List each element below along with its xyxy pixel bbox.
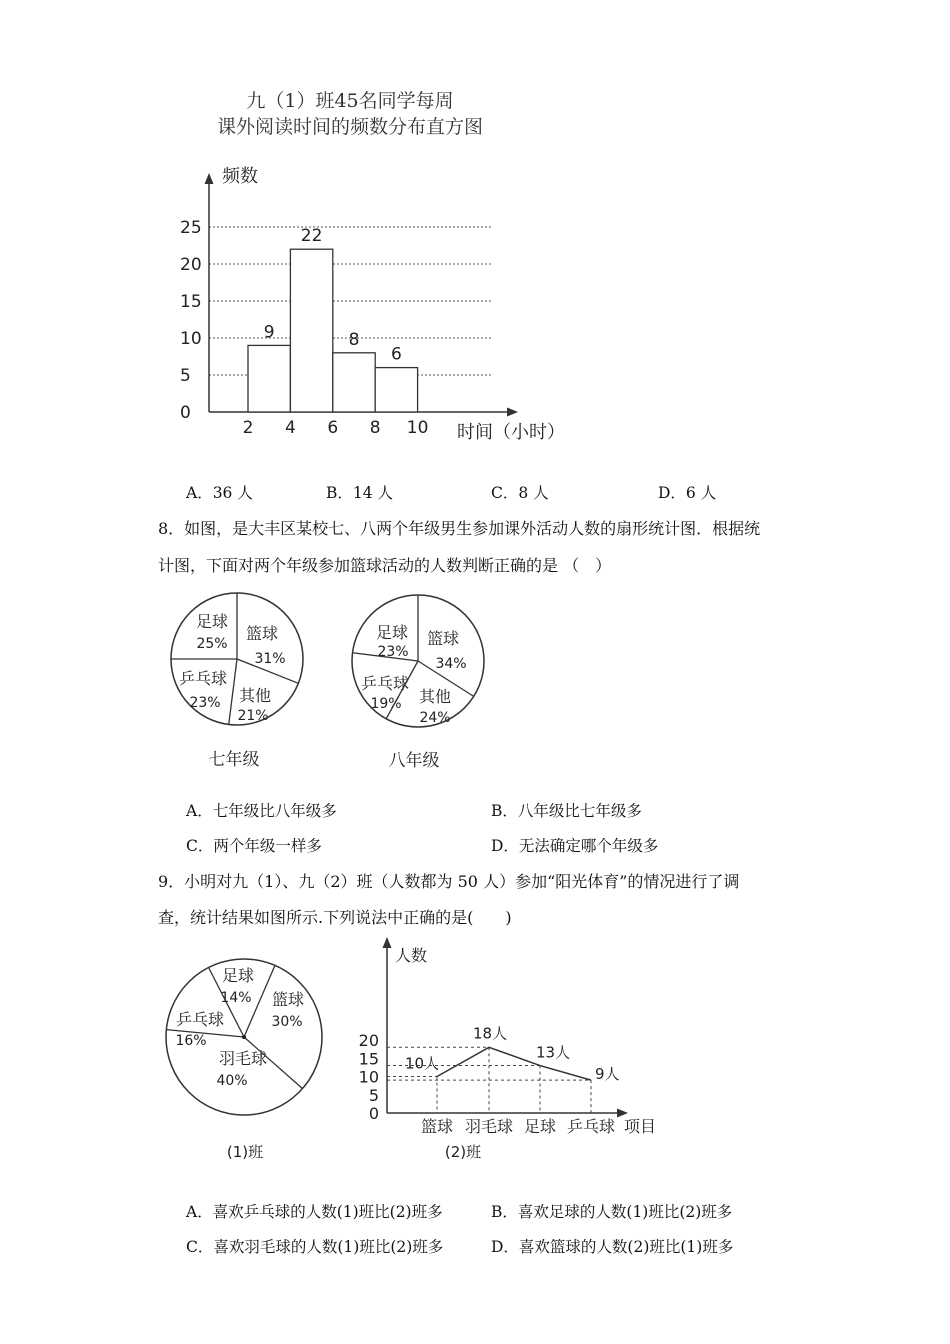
histogram-bar-value-label: 9 bbox=[263, 322, 275, 343]
histogram-x-tick-label: 8 bbox=[369, 418, 381, 438]
pie9-label-badminton: 羽毛球 bbox=[218, 1049, 268, 1068]
histogram-y-tick-label: 5 bbox=[180, 366, 191, 386]
q7-option-c[interactable]: C．8 人 bbox=[491, 484, 549, 502]
q8-option-c[interactable]: C．两个年级一样多 bbox=[186, 837, 322, 855]
q8-text-line2: 计图，下面对两个年级参加篮球活动的人数判断正确的是 （ ） bbox=[158, 556, 612, 575]
histogram-title-line1: 九（1）班45名同学每周 bbox=[246, 90, 454, 112]
q8-option-a[interactable]: A．七年级比八年级多 bbox=[186, 802, 337, 820]
histogram-y-label: 频数 bbox=[222, 166, 258, 187]
pie9-caption: (1)班 bbox=[226, 1143, 264, 1161]
q9-option-b[interactable]: B．喜欢足球的人数(1)班比(2)班多 bbox=[491, 1203, 733, 1221]
pie7-pct-basketball: 31% bbox=[254, 651, 286, 667]
q7-option-b[interactable]: B．14 人 bbox=[326, 484, 394, 502]
histogram-y-arrow-icon bbox=[205, 173, 214, 184]
pie8-label-football: 足球 bbox=[375, 623, 409, 642]
histogram-y-tick-label: 25 bbox=[180, 218, 202, 238]
histogram-bar-value-label: 8 bbox=[348, 329, 360, 350]
histogram-bar bbox=[333, 353, 375, 412]
q9-charts bbox=[0, 935, 950, 1175]
pie8-pct-pingpong: 19% bbox=[370, 696, 402, 712]
q7-option-a[interactable]: A．36 人 bbox=[186, 484, 253, 502]
pie7-pct-other: 21% bbox=[237, 708, 269, 724]
q9-option-d[interactable]: D．喜欢篮球的人数(2)班比(1)班多 bbox=[491, 1238, 734, 1256]
pie8-pct-other: 24% bbox=[419, 710, 451, 726]
histogram-x-tick-label: 4 bbox=[284, 418, 296, 438]
line-y-arrow-icon bbox=[383, 937, 392, 948]
line-x-tick-label: 篮球 bbox=[420, 1117, 454, 1136]
pie8-pct-football: 23% bbox=[377, 644, 409, 660]
pie8-caption: 八年级 bbox=[388, 751, 440, 771]
q9-text-line2: 查，统计结果如图所示.下列说法中正确的是( ) bbox=[158, 908, 512, 927]
histogram-x-tick-label: 2 bbox=[242, 418, 254, 438]
histogram-bar-value-label: 22 bbox=[300, 226, 323, 247]
q9-option-a[interactable]: A．喜欢乒乓球的人数(1)班比(2)班多 bbox=[186, 1203, 443, 1221]
pie9-center-dot bbox=[242, 1035, 246, 1039]
q7-histogram bbox=[0, 0, 950, 480]
line-caption: (2)班 bbox=[444, 1143, 482, 1161]
pie7-label-pingpong: 乒乓球 bbox=[178, 669, 228, 688]
pie7-pct-pingpong: 23% bbox=[189, 695, 221, 711]
pie-grade7 bbox=[171, 593, 303, 770]
line-y-tick-label: 5 bbox=[368, 1085, 379, 1105]
q8-option-b[interactable]: B．八年级比七年级多 bbox=[491, 802, 642, 820]
histogram-bar bbox=[375, 368, 417, 412]
histogram-y-tick-label: 20 bbox=[180, 255, 202, 275]
histogram-x-tick-label: 10 bbox=[406, 418, 429, 438]
pie9-label-basketball: 篮球 bbox=[271, 990, 305, 1009]
pie9-pct-basketball: 30% bbox=[271, 1014, 303, 1030]
line-class2 bbox=[359, 937, 656, 1161]
histogram-title-line2: 课外阅读时间的频数分布直方图 bbox=[216, 116, 484, 138]
pie9-pct-pingpong: 16% bbox=[175, 1033, 207, 1049]
pie7-label-other: 其他 bbox=[238, 686, 272, 705]
line-x-tick-label: 足球 bbox=[523, 1117, 557, 1136]
line-point-label: 18人 bbox=[473, 1024, 508, 1043]
pie9-pct-football: 14% bbox=[220, 990, 252, 1006]
histogram-x-label: 时间（小时） bbox=[457, 422, 565, 443]
line-point-label: 9人 bbox=[595, 1065, 620, 1084]
pie8-pct-basketball: 34% bbox=[435, 656, 467, 672]
histogram-x-tick-label: 6 bbox=[327, 418, 339, 438]
line-y-label: 人数 bbox=[395, 946, 428, 965]
q9-text-line1: 9．小明对九（1）、九（2）班（人数都为 50 人）参加“阳光体育”的情况进行了调 bbox=[158, 872, 740, 891]
line-y-tick-label: 15 bbox=[358, 1049, 379, 1069]
line-y-tick-label: 10 bbox=[358, 1067, 379, 1087]
pie8-label-pingpong: 乒乓球 bbox=[360, 674, 410, 693]
pie9-pct-badminton: 40% bbox=[216, 1073, 248, 1089]
q8-pie-charts bbox=[0, 590, 950, 780]
pie7-caption: 七年级 bbox=[208, 750, 260, 770]
line-x-tick-label: 羽毛球 bbox=[464, 1117, 514, 1136]
line-point-label: 13人 bbox=[536, 1043, 571, 1062]
pie7-label-football: 足球 bbox=[195, 612, 229, 631]
pie9-label-pingpong: 乒乓球 bbox=[175, 1010, 225, 1029]
line-y-tick-label: 20 bbox=[358, 1031, 379, 1050]
line-x-tick-label: 乒乓球 bbox=[566, 1117, 616, 1136]
histogram-bar bbox=[248, 345, 290, 412]
q8-option-d[interactable]: D．无法确定哪个年级多 bbox=[491, 837, 659, 855]
pie-class1 bbox=[166, 959, 322, 1161]
q9-option-c[interactable]: C．喜欢羽毛球的人数(1)班比(2)班多 bbox=[186, 1238, 444, 1256]
q7-option-d[interactable]: D．6 人 bbox=[658, 484, 717, 502]
histogram-y-tick-label: 10 bbox=[180, 329, 202, 349]
histogram-bar bbox=[290, 249, 332, 412]
pie7-label-basketball: 篮球 bbox=[245, 624, 279, 643]
histogram-bar-value-label: 6 bbox=[390, 344, 402, 365]
pie9-label-football: 足球 bbox=[221, 966, 255, 985]
pie-grade8 bbox=[352, 595, 484, 771]
histogram-y-tick-label: 15 bbox=[180, 292, 202, 312]
line-point-label: 10人 bbox=[405, 1054, 440, 1073]
pie7-pct-football: 25% bbox=[196, 636, 228, 652]
line-x-label: 项目 bbox=[624, 1117, 657, 1136]
pie8-label-basketball: 篮球 bbox=[426, 629, 460, 648]
histogram-x-arrow-icon bbox=[507, 408, 518, 417]
line-y-tick-label: 0 bbox=[368, 1104, 379, 1123]
histogram-y-tick-label: 0 bbox=[180, 403, 191, 423]
pie8-label-other: 其他 bbox=[418, 687, 452, 706]
q8-text-line1: 8．如图，是大丰区某校七、八两个年级男生参加课外活动人数的扇形统计图．根据统 bbox=[158, 519, 761, 538]
